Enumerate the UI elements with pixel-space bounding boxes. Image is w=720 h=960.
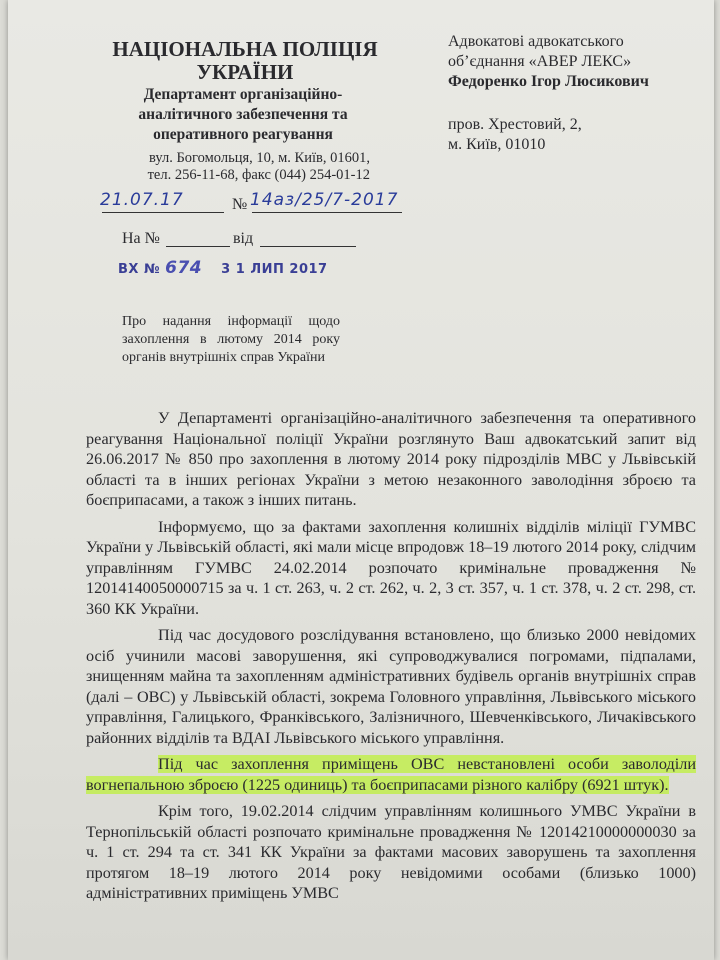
handwritten-date: 21.07.17 xyxy=(100,190,184,210)
sender-address xyxy=(120,150,370,184)
number-underline xyxy=(252,212,402,213)
reference-number-underline xyxy=(166,246,230,247)
paragraph-3: Під час досудового розслідування встановлено, що близько 2000 невідомих осіб учинили масові заворушення, які супроводжувалися погромами, підпалами, знищенням майна та захопленням адміністративних будівель органів внутрішніх справ (далі – ОВС) у Львівській області, зокрема Головного управління, Львівського міського управління, Галицького, Франківського, Залізничного, Шевченківського, Личаківського районних відділів та ВДАІ Львівського міського управління. xyxy=(86,626,696,747)
incoming-stamp xyxy=(118,258,328,278)
addressee-address xyxy=(448,115,708,155)
stamp-number: 674 xyxy=(165,258,203,278)
number-sign: № xyxy=(232,196,248,213)
letter-subject: Про надання інформації щодо захоплення в лютому 2014 року органів внутрішніх справ України xyxy=(122,314,340,365)
letter-body xyxy=(86,408,696,910)
handwritten-number: 14аз/25/7-2017 xyxy=(250,190,399,210)
reference-number-label: На № xyxy=(122,230,160,247)
paragraph-1: У Департаменті організаційно-аналітичного забезпечення та оперативного реагування Національної поліції України розглянуто Ваш адвокатський запит від 26.06.2017 № 850 про захоплення в лютому 2014 року підрозділів МВС у Львівській області та в інших регіонах України з метою незаконного заволодіння зброєю та боєприпасами, а також з інших питань. xyxy=(86,409,696,509)
addressee-city: м. Київ, 01010 xyxy=(448,136,546,153)
reference-date-underline xyxy=(260,246,356,247)
paragraph-4-highlighted xyxy=(86,754,696,795)
reference-date-label: від xyxy=(233,230,254,247)
address-line-1: вул. Богомольця, 10, м. Київ, 01601, xyxy=(149,150,370,166)
date-underline xyxy=(102,212,224,213)
org-title: НАЦІОНАЛЬНА ПОЛІЦІЯ УКРАЇНИ xyxy=(112,37,378,84)
addressee-line-1: Адвокатові адвокатського xyxy=(448,33,624,50)
stamp-prefix: ВХ № xyxy=(118,262,161,277)
stamp-date: 3 1 ЛИП 2017 xyxy=(221,262,328,277)
department-name: Департамент організаційно-аналітичного забезпечення та оперативного реагування xyxy=(138,86,348,143)
address-line-2: тел. 256-11-68, факс (044) 254-01-12 xyxy=(147,167,370,183)
highlighted-text: Під час захоплення приміщень ОВС невстановлені особи заволоділи вогнепальною зброєю (1225 одиниць) та боєприпасами різного калібру (6921 штук). xyxy=(86,755,696,794)
paragraph-2: Інформуємо, що за фактами захоплення колишніх відділів міліції ГУМВС України у Львівській області, які мали місце впродовж 18–19 лютого 2014 року, слідчим управлінням ГУМВС 24.02.2014 розпочато кримінальне провадження № 12014140050000715 за ч. 1 ст. 263, ч. 2 ст. 262, ч. 2, 3 ст. 357, ч. 1 ст. 378, ч. 2 ст. 298, ст. 360 КК України. xyxy=(86,517,696,618)
addressee-line-2: об’єднання «АВЕР ЛЕКС» xyxy=(448,53,632,70)
addressee-name: Федоренко Ігор Люсикович xyxy=(448,73,649,90)
paragraph-5: Крім того, 19.02.2014 слідчим управлінням колишнього УМВС України в Тернопільській області розпочато кримінальне провадження № 12014210000000030 за ч. 1 ст. 294 та ст. 341 КК України за фактами масових заворушень та захоплення протягом 18–19 лютого 2014 року невідомими особами (близько 1000) адміністративних приміщень УМВС xyxy=(86,802,696,902)
addressee-street: пров. Хрестовий, 2, xyxy=(448,116,582,133)
document-page xyxy=(8,0,714,960)
addressee-block xyxy=(448,32,708,92)
